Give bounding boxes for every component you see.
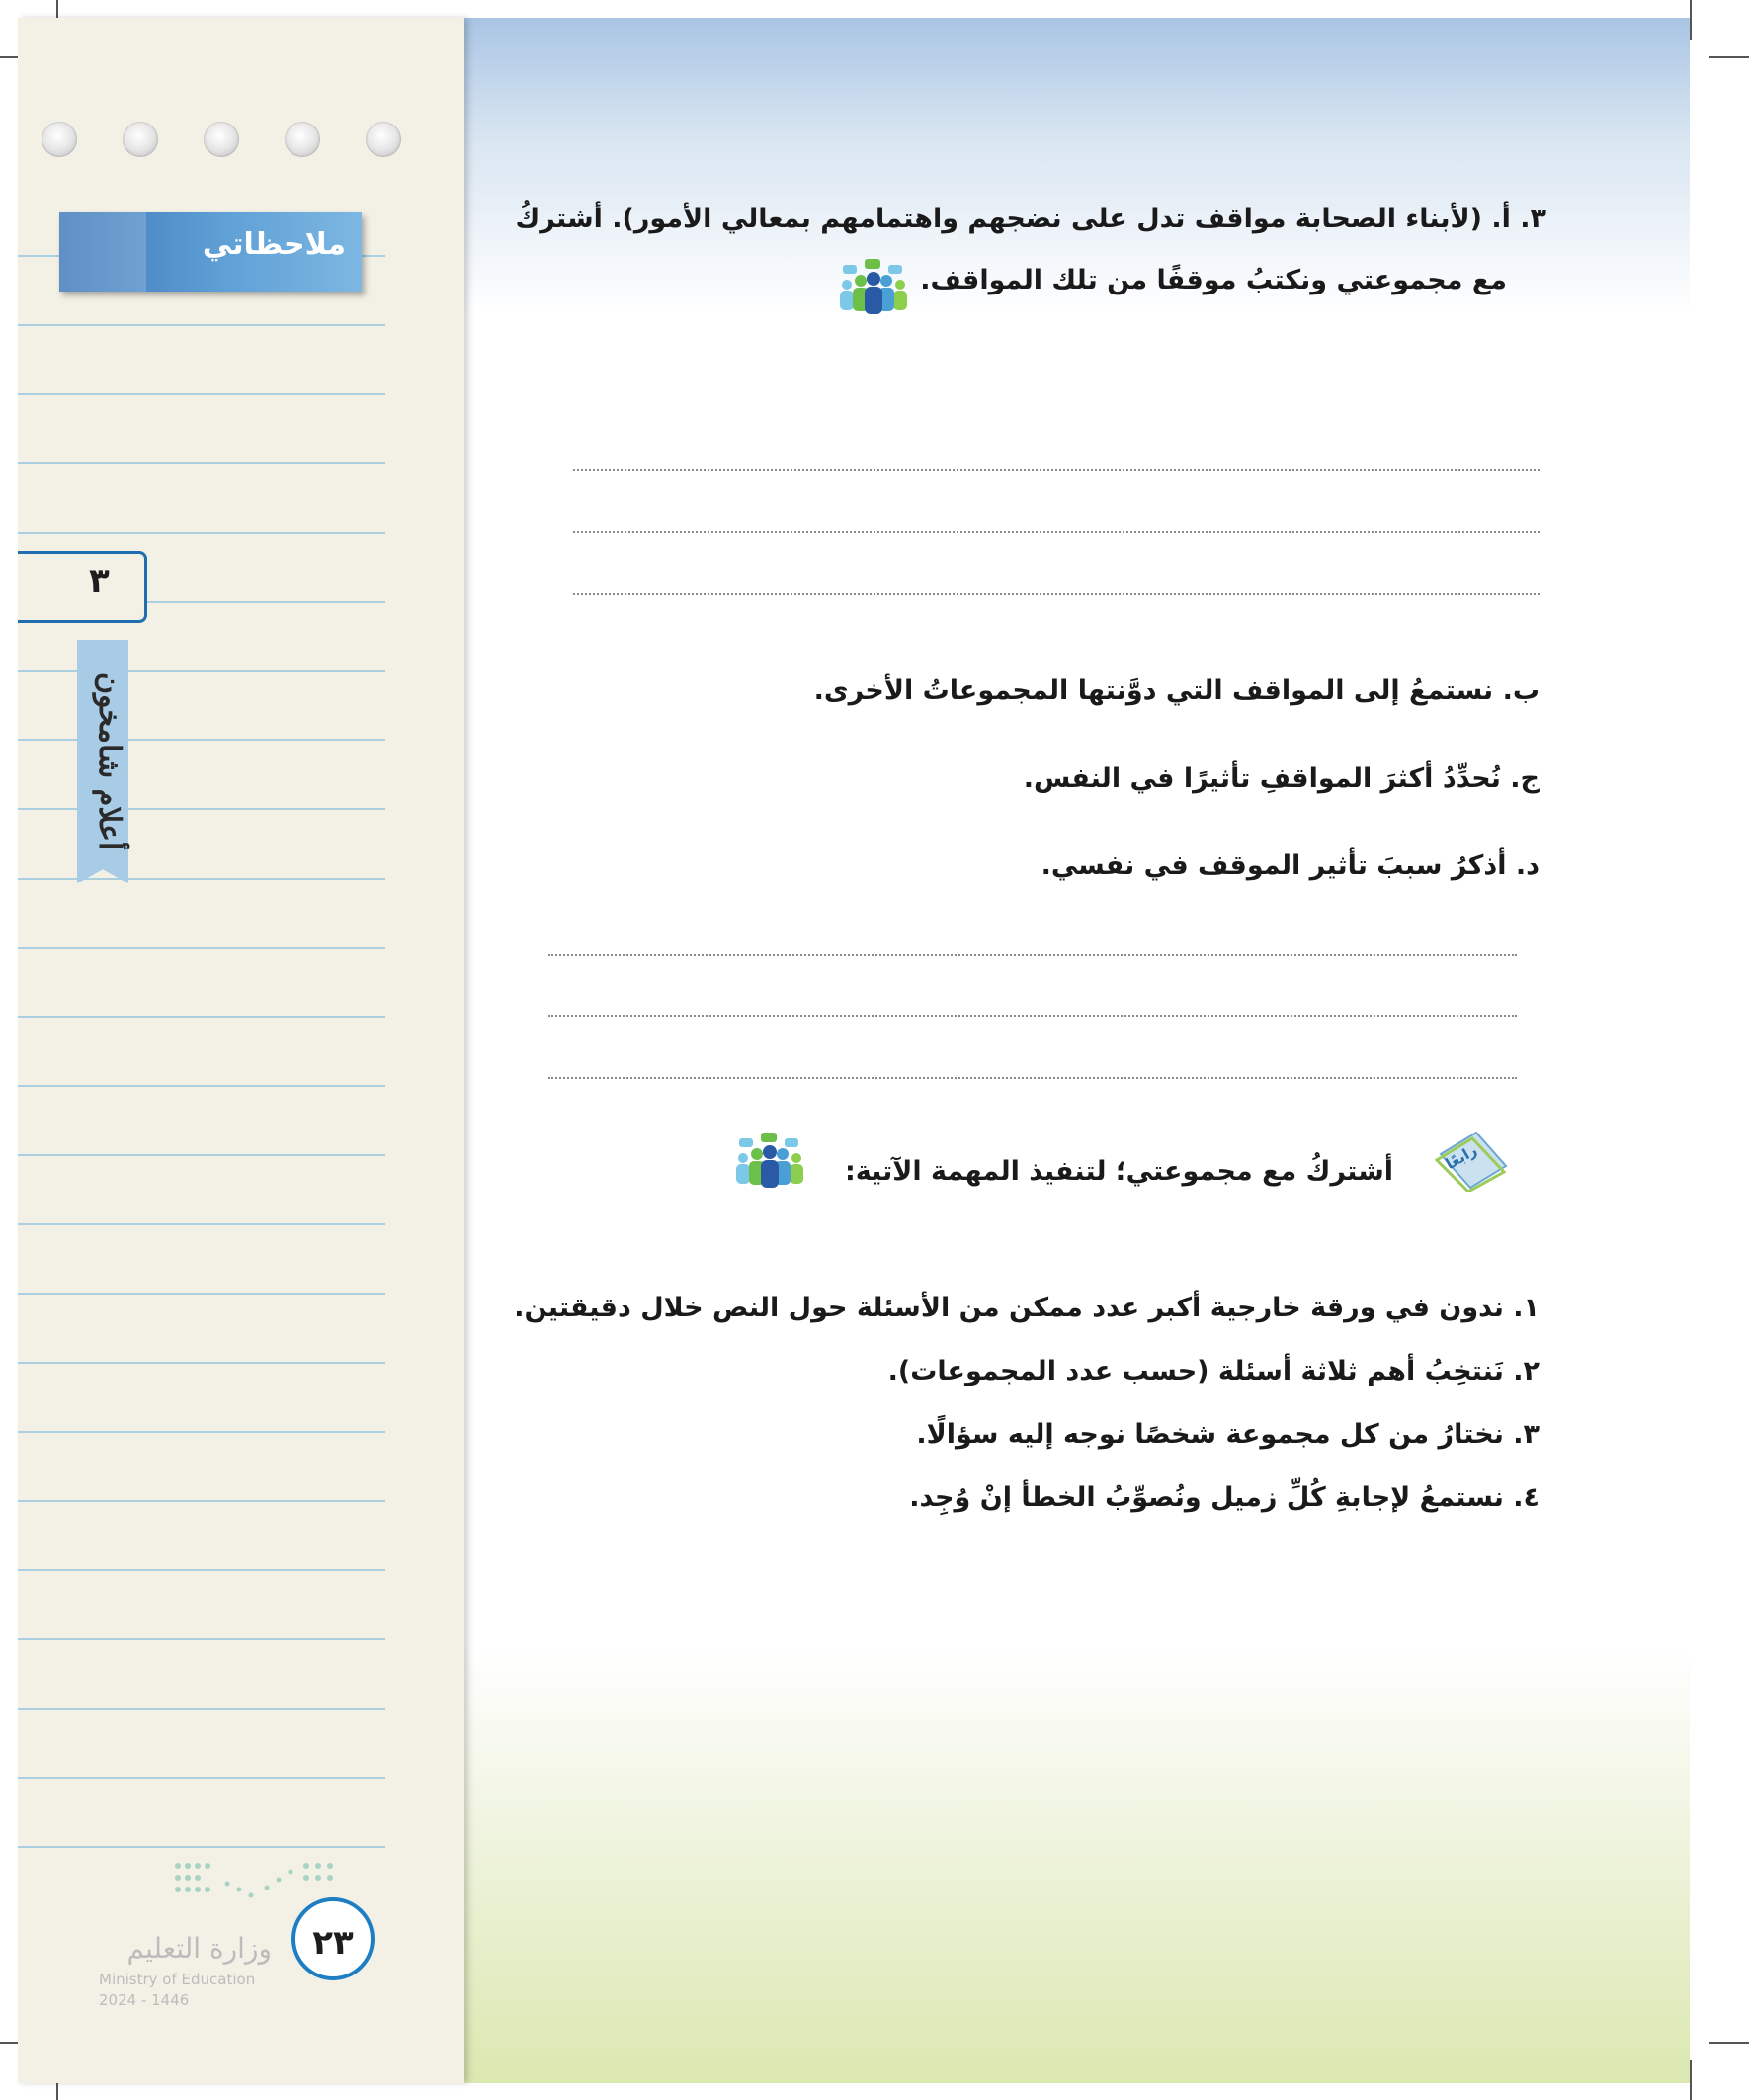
note-line	[18, 670, 385, 672]
answer-line	[573, 531, 1540, 533]
note-line	[18, 1016, 385, 1018]
note-line	[18, 1500, 385, 1502]
ministry-name-en: Ministry of Education	[99, 1971, 256, 1988]
crop-mark	[1709, 56, 1749, 58]
crop-mark	[1690, 2060, 1692, 2100]
note-line	[18, 1708, 385, 1710]
activity-instruction: أشتركُ مع مجموعتي؛ لتنفيذ المهمة الآتية:	[844, 1156, 1393, 1187]
note-line	[18, 1154, 385, 1156]
group-discussion-icon	[731, 1133, 808, 1188]
note-line	[18, 947, 385, 949]
unit-number-box	[18, 551, 147, 623]
question3-part-d: د. أذكرُ سببَ تأثير الموقف في نفسي.	[1041, 850, 1540, 881]
activity-step-4: ٤. نستمعُ لإجابةِ كُلِّ زميل ونُصوِّبُ الخطأ إنْ وُجِد.	[909, 1482, 1540, 1513]
notes-sidebar	[18, 18, 464, 2083]
notebook-ring-icon	[42, 122, 77, 157]
note-line	[18, 739, 385, 741]
main-content-panel	[462, 18, 1690, 2083]
crop-mark	[1690, 0, 1692, 40]
answer-line	[548, 1015, 1517, 1017]
notebook-ring-icon	[123, 122, 158, 157]
page-number: ٢٣	[292, 1897, 375, 1980]
note-line	[18, 1223, 385, 1225]
note-line	[18, 1362, 385, 1364]
note-line	[18, 878, 385, 880]
question3-line2: مع مجموعتي ونكتبُ موقفًا من تلك المواقف.	[920, 265, 1507, 295]
note-line	[18, 1638, 385, 1640]
group-discussion-icon	[835, 259, 912, 314]
activity-step-1: ١. ندون في ورقة خارجية أكبر عدد ممكن من الأسئلة حول النص خلال دقيقتين.	[514, 1293, 1540, 1323]
answer-line	[573, 469, 1540, 471]
note-line	[18, 324, 385, 326]
answer-line	[548, 1077, 1517, 1079]
note-line	[18, 1569, 385, 1571]
question3-part-b: ب. نستمعُ إلى المواقف التي دوَّنتها المجموعاتُ الأخرى.	[813, 675, 1540, 706]
ministry-year: 2024 - 1446	[99, 1991, 190, 2009]
unit-title: أعلام شامخون	[92, 671, 126, 851]
note-line	[18, 462, 385, 464]
question3-line1: ٣. أ. (لأبناء الصحابة مواقف تدل على نضجهم واهتمامهم بمعالي الأمور). أشتركُ	[515, 204, 1546, 234]
note-line	[18, 532, 385, 534]
activity-step-2: ٢. نَنتخِبُ أهم ثلاثة أسئلة (حسب عدد المجموعات).	[887, 1356, 1540, 1386]
note-line	[18, 1293, 385, 1295]
note-line	[18, 1846, 385, 1848]
activity-badge: رابعًا	[1442, 1140, 1480, 1174]
note-line	[18, 393, 385, 395]
notebook-ring-icon	[204, 122, 239, 157]
activity-step-3: ٣. نختارُ من كل مجموعة شخصًا نوجه إليه سؤالًا.	[916, 1419, 1540, 1450]
note-line	[18, 808, 385, 810]
note-line	[18, 1085, 385, 1087]
notes-title: ملاحظاتي	[202, 227, 346, 262]
answer-line	[548, 954, 1517, 956]
note-line	[18, 1431, 385, 1433]
notebook-ring-icon	[285, 122, 320, 157]
question3-part-c: ج. نُحدِّدُ أكثرَ المواقفِ تأثيرًا في النفس.	[1023, 763, 1540, 794]
ministry-name-ar: وزارة التعليم	[126, 1932, 272, 1965]
answer-line	[573, 593, 1540, 595]
notebook-ring-icon	[366, 122, 401, 157]
note-line	[18, 1777, 385, 1779]
crop-mark	[1709, 2042, 1749, 2044]
unit-number: ٣	[89, 561, 110, 601]
